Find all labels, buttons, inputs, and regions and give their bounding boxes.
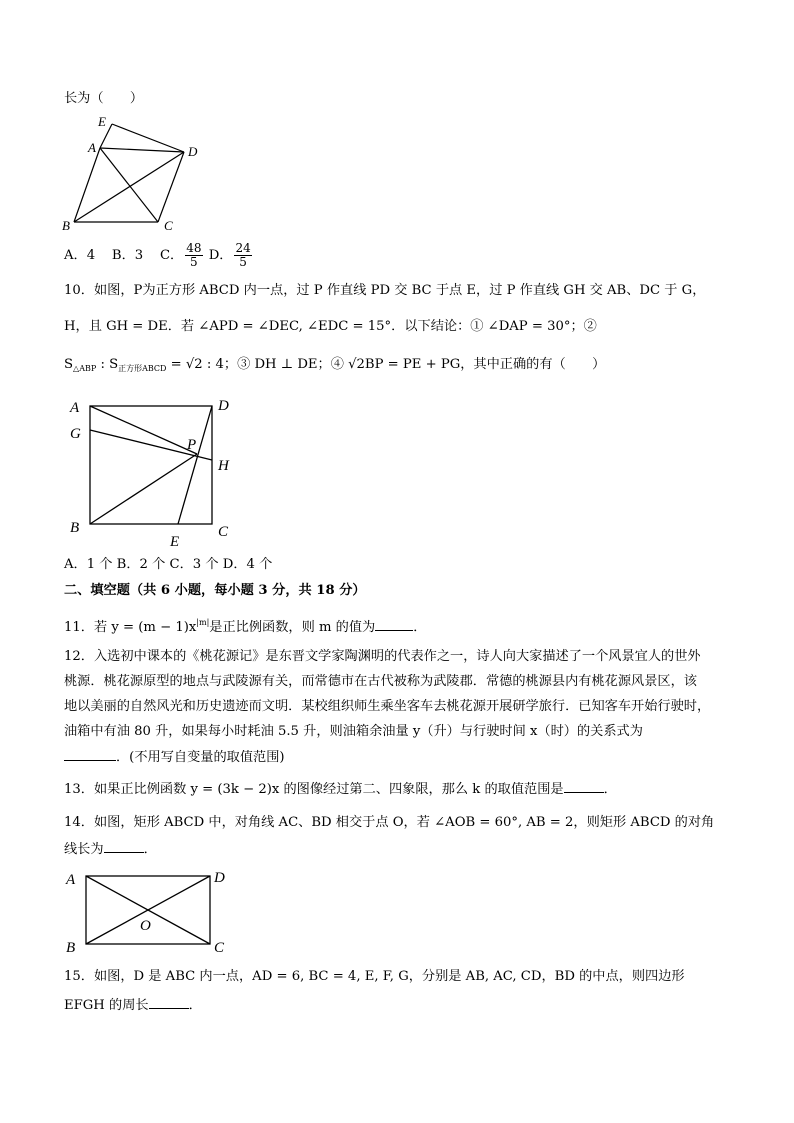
q9-label-a: A (88, 140, 96, 155)
q9-seg-cd (158, 152, 184, 222)
q9-options (64, 242, 254, 269)
q10-line3: $S_{\triangle ABP}$ : $S_{正方形ABCD} = √2$ : 4；③ DH ⊥ DE；④ √2BP = PE + PG，其中正确的有（ ） (64, 357, 606, 373)
q10-label-c: C (218, 524, 229, 540)
section2-title: 二、填空题（共 6 小题，每小题 3 分，共 18 分） (64, 583, 366, 598)
q9-seg-ac (100, 148, 158, 222)
q11-line: 11．若 $y = (m - 1)x^{|m|}$是正比例函数，则 m 的值为 ． (64, 618, 427, 635)
q9-seg-ed (112, 124, 184, 152)
q12-line1: 12．入选初中课本的《桃花源记》是东晋文学家陶渊明的代表作之一，诗人向大家描述了一个风景宜人的世外 (64, 649, 701, 664)
q10-label-p: P (187, 437, 197, 453)
q14-line1: 14．如图，矩形 ABCD 中，对角线 AC、BD 相交于点 O，若 ∠AOB = 60°, AB = 2，则矩形 ABCD 的对角 (64, 815, 715, 830)
q9-seg-ab (74, 148, 100, 222)
q9-option-c-prefix: C． (159, 248, 184, 263)
q12-line5: ．(不用写自变量的取值范围) (64, 748, 285, 767)
q14-label-c: C (214, 940, 225, 956)
q9-option-a: A．4 (64, 248, 96, 263)
q15-blank (149, 996, 189, 1009)
q14-line2: 线长为 ． (64, 842, 157, 857)
q10-figure (62, 392, 242, 552)
q9-option-b: B．3 (111, 248, 144, 263)
q9-seg-ad (100, 148, 184, 152)
q13-line: 13．如果正比例函数 y = (3k − 2)x 的图像经过第二、四象限，那么 k 的取值范围是 ． (64, 782, 617, 797)
q14-label-a: A (66, 872, 76, 888)
q10-seg-ap (90, 406, 197, 454)
q10-line1: 10．如图，P为正方形 ABCD 内一点，过 P 作直线 PD 交 BC 于点 E，过 P 作直线 GH 交 AB、DC 于 G， (64, 283, 706, 298)
q10-seg-de (178, 406, 212, 524)
q11-blank (375, 618, 413, 631)
q9-seg-bd (74, 152, 184, 222)
q13-blank (564, 780, 604, 793)
q15-line1: 15．如图，D 是 ABC 内一点，AD = 6, BC = 4, E, F, G，分别是 AB, AC, CD，BD 的中点，则四边形 (64, 969, 685, 984)
q9-option-d-frac: $\frac{24}{5}$ (235, 241, 251, 269)
q14-label-b: B (66, 940, 76, 956)
q10-label-h: H (218, 458, 229, 474)
q10-options: A．1 个 B．2 个 C．3 个 D．4 个 (64, 557, 273, 572)
q10-label-a: A (70, 400, 80, 416)
q10-label-g: G (70, 426, 81, 442)
q10-label-b: B (70, 520, 80, 536)
q10-line2: H，且 GH = DE．若 ∠APD = ∠DEC, ∠EDC = 15°．以下结论：① ∠DAP = 30°；② (64, 319, 597, 334)
q12-line2: 桃源．桃花源原型的地点与武陵源有关，而常德市在古代被称为武陵郡．常德的桃源县内有桃花源风景区，该 (64, 674, 697, 689)
q10-label-d: D (218, 398, 229, 414)
q14-label-d: D (214, 870, 225, 886)
q10-label-e: E (170, 534, 180, 550)
q9-option-c-frac: $\frac{48}{5}$ (186, 241, 202, 269)
q14-blank (104, 840, 144, 853)
q9-label-b: B (62, 218, 70, 233)
q15-line2: EFGH 的周长 ． (64, 998, 202, 1013)
q10-square (90, 406, 212, 524)
q12-blank (64, 748, 116, 761)
q9-label-d: D (188, 144, 198, 159)
q9-label-c: C (164, 218, 173, 233)
q9-figure (60, 112, 200, 234)
q12-line4: 油箱中有油 80 升，如果每小时耗油 5.5 升，则油箱余油量 y（升）与行驶时间 x（时）的关系式为 (64, 724, 643, 739)
q12-line3: 地以美丽的自然风光和历史遗迹而文明．某校组织师生乘坐客车去桃花源开展研学旅行．已知客车开始行驶时， (64, 699, 711, 714)
q9-option-d-prefix: D． (208, 248, 233, 263)
q14-label-o: O (140, 918, 151, 934)
q9-label-e: E (98, 114, 106, 129)
q14-figure (62, 866, 242, 960)
q9-stem-end: 长为（ ） (64, 91, 144, 106)
